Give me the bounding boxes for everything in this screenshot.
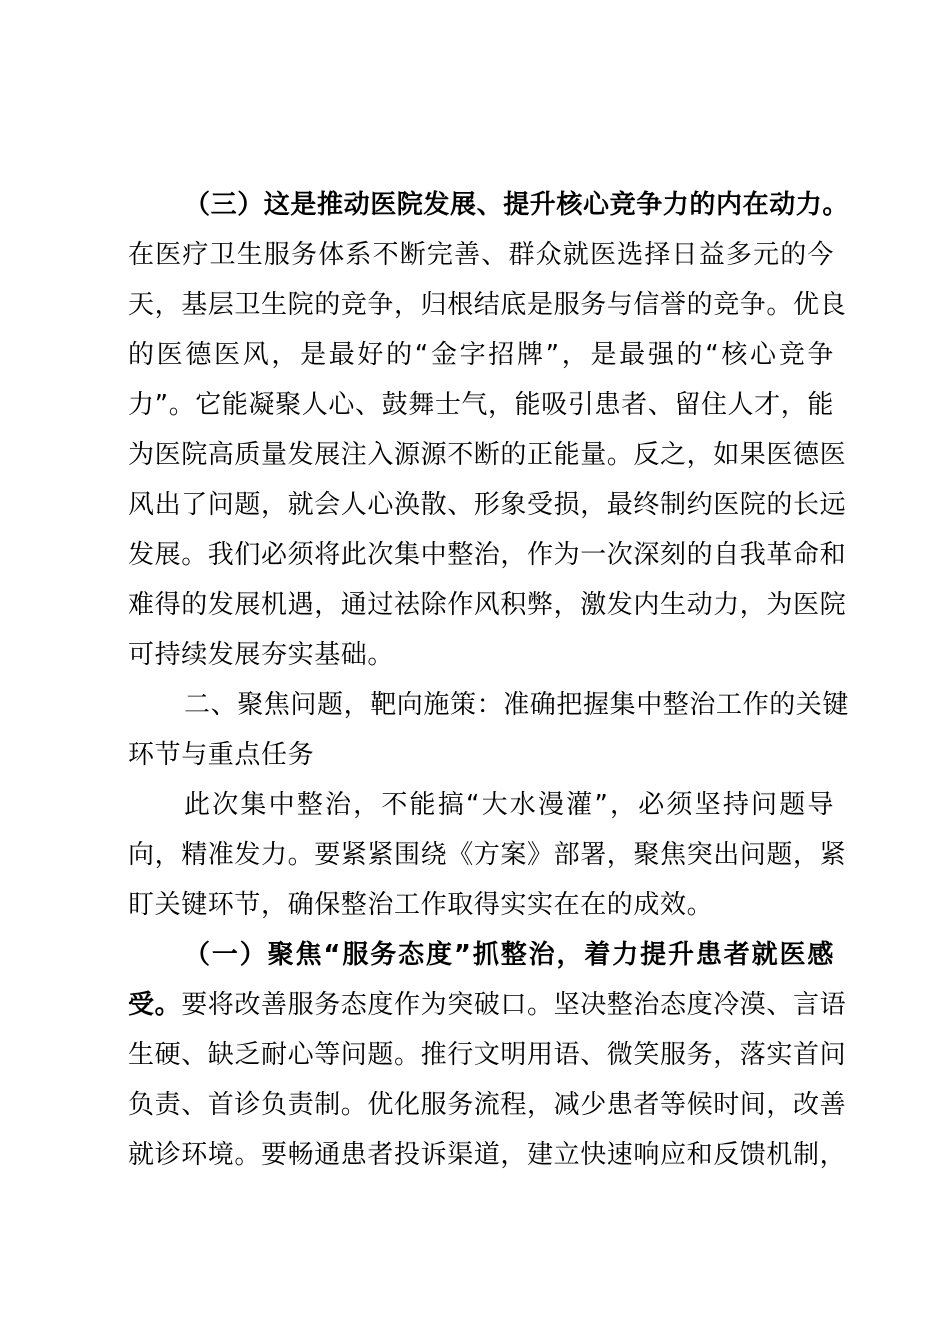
paragraph-line: 力”。它能凝聚人心、鼓舞士气，能吸引患者、留住人才，能 (128, 390, 834, 420)
paragraph-line: 的医德医风，是最好的“金字招牌”，是最强的“核心竞争 (128, 340, 834, 370)
paragraph-line: 天，基层卫生院的竞争，归根结底是服务与信誉的竞争。优良 (128, 290, 847, 320)
paragraph-line: 风出了问题，就会人心涣散、形象受损，最终制约医院的长远 (128, 490, 847, 520)
paragraph-line: 盯关键环节，确保整治工作取得实实在在的成效。 (128, 890, 714, 920)
paragraph-line: 可持续发展夯实基础。 (128, 640, 395, 670)
paragraph-line: 在医疗卫生服务体系不断完善、群众就医选择日益多元的今 (128, 240, 834, 270)
heading-subsection-1: （一）聚焦“服务态度”抓整治，着力提升患者就医感 (184, 940, 834, 970)
paragraph-line: 向，精准发力。要紧紧围绕《方案》部署，聚焦突出问题，紧 (128, 840, 847, 870)
paragraph-line: 生硬、缺乏耐心等问题。推行文明用语、微笑服务，落实首问 (128, 1040, 847, 1070)
paragraph-text: 要将改善服务态度作为突破口。坚决整治态度冷漠、言语 (181, 990, 847, 1020)
paragraph-line (128, 980, 847, 1030)
heading-subsection-1-end: 受。 (128, 990, 182, 1020)
paragraph-line: 发展。我们必须将此次集中整治，作为一次深刻的自我革命和 (128, 540, 847, 570)
section-heading-2: 二、聚焦问题，靶向施策：准确把握集中整治工作的关键 (184, 690, 850, 720)
paragraph-line: 为医院高质量发展注入源源不断的正能量。反之，如果医德医 (128, 440, 847, 470)
paragraph-line: 负责、首诊负责制。优化服务流程，减少患者等候时间，改善 (128, 1090, 847, 1120)
paragraph-line: 此次集中整治，不能搞“大水漫灌”，必须坚持问题导 (184, 790, 834, 820)
document-page (128, 180, 850, 1180)
section-heading-2-cont: 环节与重点任务 (128, 740, 315, 770)
heading-section-3: （三）这是推动医院发展、提升核心竞争力的内在动力。 (184, 190, 850, 220)
paragraph-line: 就诊环境。要畅通患者投诉渠道，建立快速响应和反馈机制， (128, 1140, 847, 1170)
paragraph-line: 难得的发展机遇，通过祛除作风积弊，激发内生动力，为医院 (128, 590, 847, 620)
